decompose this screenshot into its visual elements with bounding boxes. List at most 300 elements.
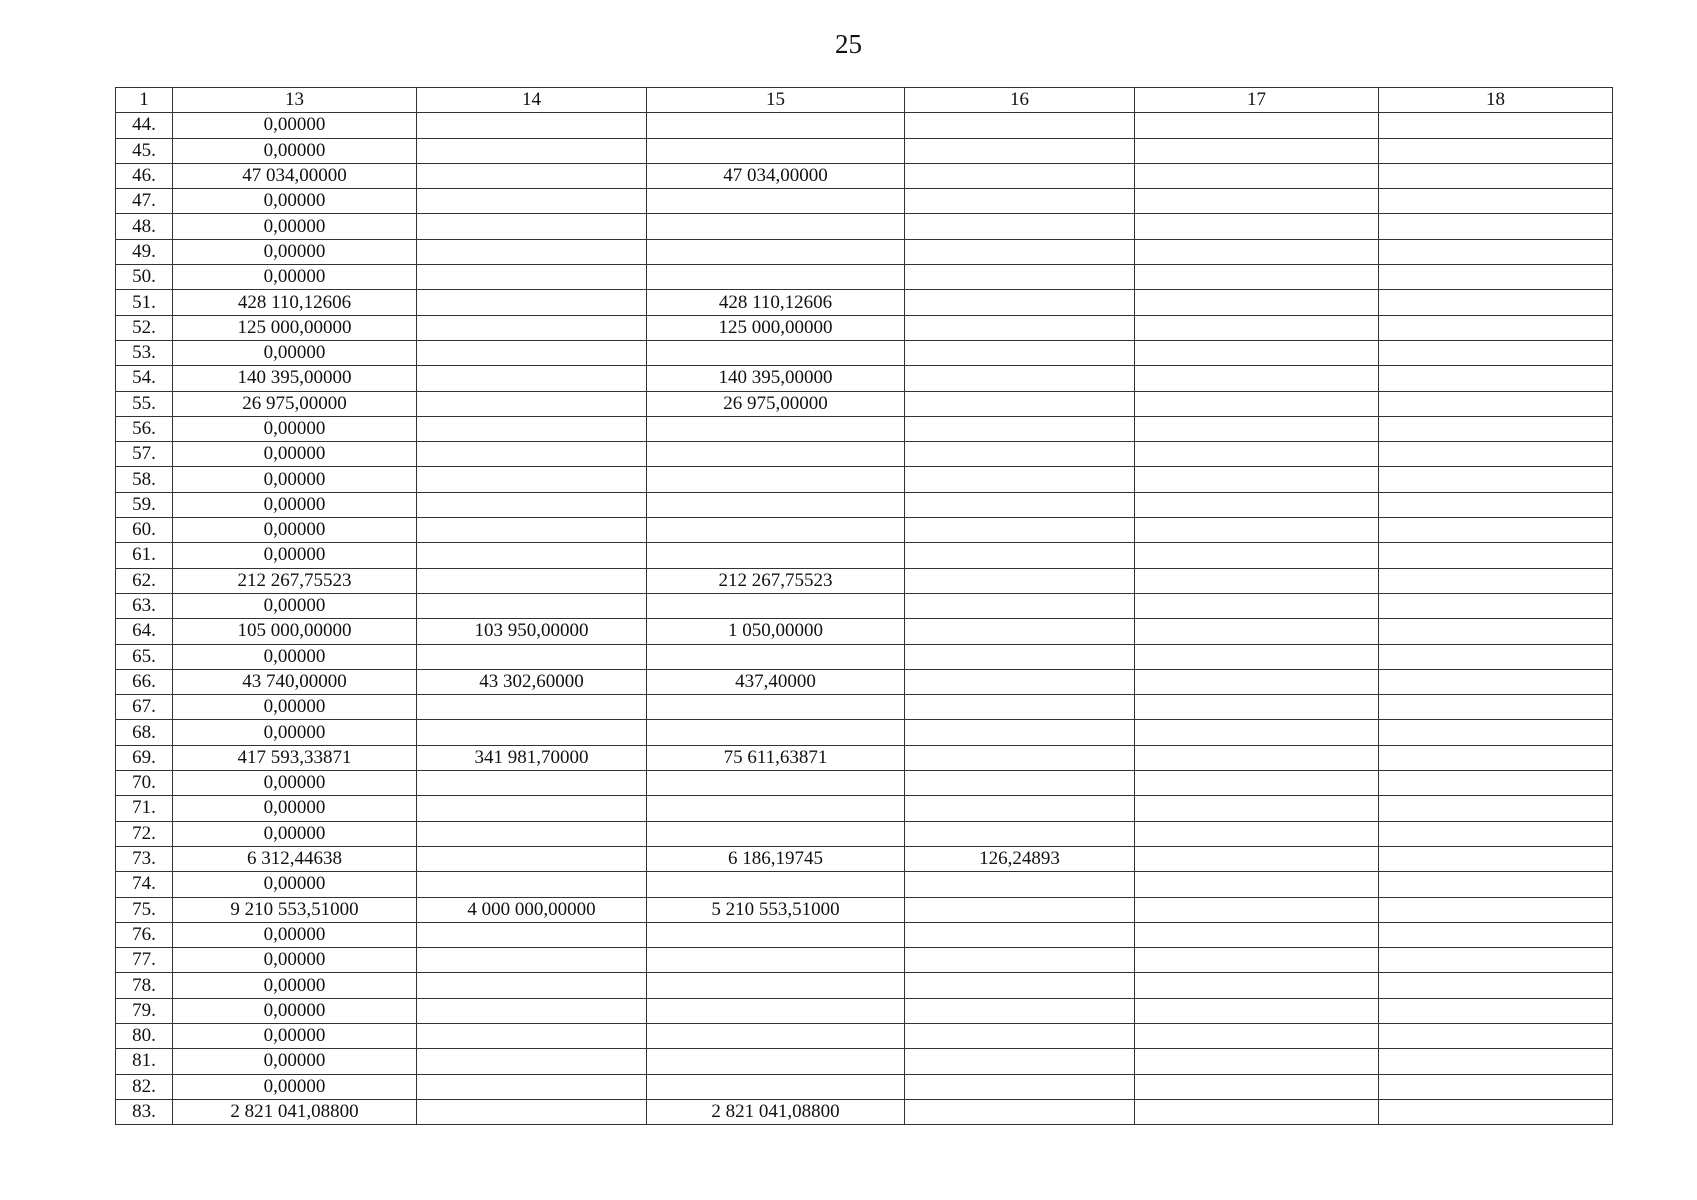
table-cell: 437,40000 <box>647 669 905 694</box>
table-cell: 0,00000 <box>173 922 417 947</box>
table-cell <box>905 214 1135 239</box>
table-cell <box>1379 543 1613 568</box>
row-number-cell: 51. <box>116 290 173 315</box>
row-number-cell: 56. <box>116 416 173 441</box>
table-cell <box>1135 265 1379 290</box>
table-cell <box>1135 998 1379 1023</box>
table-cell <box>647 796 905 821</box>
table-cell <box>1135 239 1379 264</box>
table-cell <box>1379 113 1613 138</box>
row-number-cell: 70. <box>116 771 173 796</box>
table-cell: 0,00000 <box>173 189 417 214</box>
table-row <box>116 1074 1613 1099</box>
table-row <box>116 239 1613 264</box>
table-cell <box>647 442 905 467</box>
table-row <box>116 669 1613 694</box>
table-cell <box>647 948 905 973</box>
table-row <box>116 391 1613 416</box>
table-row <box>116 771 1613 796</box>
table-cell: 6 312,44638 <box>173 846 417 871</box>
table-cell <box>905 467 1135 492</box>
table-cell: 1 050,00000 <box>647 619 905 644</box>
table-cell: 0,00000 <box>173 1049 417 1074</box>
table-cell <box>417 543 647 568</box>
table-cell <box>905 518 1135 543</box>
table-cell <box>1379 391 1613 416</box>
table-row <box>116 593 1613 618</box>
table-cell <box>1135 568 1379 593</box>
table-cell <box>417 138 647 163</box>
table-cell <box>647 998 905 1023</box>
table-cell <box>1135 1049 1379 1074</box>
table-cell <box>905 998 1135 1023</box>
table-cell: 26 975,00000 <box>647 391 905 416</box>
table-cell <box>1135 593 1379 618</box>
table-cell <box>1135 695 1379 720</box>
table-cell <box>417 1074 647 1099</box>
table-cell: 0,00000 <box>173 771 417 796</box>
table-cell <box>905 973 1135 998</box>
row-number-cell: 63. <box>116 593 173 618</box>
row-number-cell: 80. <box>116 1023 173 1048</box>
table-cell: 212 267,75523 <box>647 568 905 593</box>
table-row <box>116 897 1613 922</box>
table-cell <box>1379 846 1613 871</box>
table-cell <box>1379 239 1613 264</box>
table-cell <box>905 669 1135 694</box>
table-cell: 212 267,75523 <box>173 568 417 593</box>
table-cell <box>417 518 647 543</box>
row-number-cell: 71. <box>116 796 173 821</box>
table-cell <box>905 442 1135 467</box>
table-cell: 0,00000 <box>173 492 417 517</box>
table-cell <box>1379 821 1613 846</box>
table-cell <box>1135 543 1379 568</box>
table-cell <box>417 391 647 416</box>
table-row <box>116 113 1613 138</box>
table-cell <box>417 1049 647 1074</box>
table-row <box>116 998 1613 1023</box>
table-cell <box>417 239 647 264</box>
row-number-cell: 77. <box>116 948 173 973</box>
table-cell <box>647 492 905 517</box>
table-cell <box>1135 745 1379 770</box>
table-cell <box>1135 897 1379 922</box>
table-row <box>116 290 1613 315</box>
table-cell: 0,00000 <box>173 998 417 1023</box>
table-cell <box>905 948 1135 973</box>
table-cell <box>417 1099 647 1124</box>
table-cell <box>1379 340 1613 365</box>
table-cell <box>647 1074 905 1099</box>
table-cell: 0,00000 <box>173 973 417 998</box>
table-cell <box>905 366 1135 391</box>
table-row <box>116 518 1613 543</box>
column-header: 16 <box>905 88 1135 113</box>
table-cell <box>1379 1049 1613 1074</box>
table-cell <box>1135 846 1379 871</box>
table-cell <box>417 973 647 998</box>
table-cell <box>1379 214 1613 239</box>
table-cell <box>1379 416 1613 441</box>
table-cell <box>1379 1074 1613 1099</box>
table-cell <box>417 492 647 517</box>
table-cell <box>1379 1099 1613 1124</box>
table-cell: 0,00000 <box>173 1074 417 1099</box>
table-cell <box>905 568 1135 593</box>
table-cell <box>647 695 905 720</box>
table-cell <box>1135 163 1379 188</box>
row-number-cell: 61. <box>116 543 173 568</box>
table-cell <box>1135 189 1379 214</box>
table-cell <box>1379 771 1613 796</box>
table-cell <box>417 366 647 391</box>
table-cell <box>1135 416 1379 441</box>
table-row <box>116 1023 1613 1048</box>
table-cell <box>1135 1074 1379 1099</box>
table-row <box>116 138 1613 163</box>
table-cell <box>417 695 647 720</box>
table-row <box>116 644 1613 669</box>
row-number-cell: 57. <box>116 442 173 467</box>
table-cell <box>905 290 1135 315</box>
table-cell <box>1379 593 1613 618</box>
table-cell <box>905 593 1135 618</box>
table-cell <box>647 872 905 897</box>
table-cell <box>1135 1023 1379 1048</box>
table-row <box>116 922 1613 947</box>
table-cell <box>647 518 905 543</box>
table-row <box>116 416 1613 441</box>
row-number-cell: 81. <box>116 1049 173 1074</box>
table-cell: 4 000 000,00000 <box>417 897 647 922</box>
table-cell <box>1135 391 1379 416</box>
table-cell <box>1135 113 1379 138</box>
table-cell <box>417 315 647 340</box>
table-cell <box>1379 315 1613 340</box>
row-number-cell: 66. <box>116 669 173 694</box>
table-cell: 6 186,19745 <box>647 846 905 871</box>
row-number-cell: 49. <box>116 239 173 264</box>
table-cell: 0,00000 <box>173 796 417 821</box>
table-cell <box>417 644 647 669</box>
table-cell <box>1379 442 1613 467</box>
table-cell: 0,00000 <box>173 239 417 264</box>
table-cell <box>417 113 647 138</box>
row-number-cell: 68. <box>116 720 173 745</box>
table-cell <box>647 543 905 568</box>
table-cell: 0,00000 <box>173 821 417 846</box>
table-cell: 0,00000 <box>173 340 417 365</box>
table-cell: 43 302,60000 <box>417 669 647 694</box>
table-cell: 0,00000 <box>173 1023 417 1048</box>
table-cell <box>1135 644 1379 669</box>
table-cell <box>647 189 905 214</box>
table-cell <box>905 315 1135 340</box>
table-cell: 0,00000 <box>173 214 417 239</box>
table-cell <box>1135 518 1379 543</box>
table-cell <box>647 821 905 846</box>
table-cell: 140 395,00000 <box>647 366 905 391</box>
row-number-cell: 47. <box>116 189 173 214</box>
table-cell <box>1135 720 1379 745</box>
table-cell: 140 395,00000 <box>173 366 417 391</box>
table-cell <box>647 467 905 492</box>
column-header: 13 <box>173 88 417 113</box>
table-cell <box>1135 796 1379 821</box>
row-number-cell: 82. <box>116 1074 173 1099</box>
table-cell <box>1379 568 1613 593</box>
table-cell: 2 821 041,08800 <box>647 1099 905 1124</box>
table-cell <box>647 720 905 745</box>
table-cell <box>1135 619 1379 644</box>
table-cell <box>647 265 905 290</box>
table-cell <box>1379 998 1613 1023</box>
table-cell <box>1135 922 1379 947</box>
table-cell: 43 740,00000 <box>173 669 417 694</box>
table-cell: 9 210 553,51000 <box>173 897 417 922</box>
table-cell: 0,00000 <box>173 113 417 138</box>
table-cell <box>1135 821 1379 846</box>
table-cell <box>905 821 1135 846</box>
table-cell <box>905 1074 1135 1099</box>
row-number-cell: 75. <box>116 897 173 922</box>
table-cell: 0,00000 <box>173 467 417 492</box>
table-cell <box>1135 771 1379 796</box>
table-row <box>116 619 1613 644</box>
table-cell <box>417 872 647 897</box>
table-cell <box>1379 669 1613 694</box>
table-cell: 5 210 553,51000 <box>647 897 905 922</box>
table-cell <box>417 998 647 1023</box>
row-number-cell: 55. <box>116 391 173 416</box>
table-cell <box>905 391 1135 416</box>
row-number-cell: 65. <box>116 644 173 669</box>
table-cell: 26 975,00000 <box>173 391 417 416</box>
table-cell: 428 110,12606 <box>173 290 417 315</box>
table-cell <box>417 922 647 947</box>
table-row <box>116 1099 1613 1124</box>
table-cell <box>905 922 1135 947</box>
table-cell <box>417 796 647 821</box>
table-row <box>116 948 1613 973</box>
table-cell <box>647 113 905 138</box>
row-number-cell: 46. <box>116 163 173 188</box>
table-cell <box>417 290 647 315</box>
table-row <box>116 315 1613 340</box>
table-cell <box>1379 619 1613 644</box>
table-cell <box>647 416 905 441</box>
table-row <box>116 695 1613 720</box>
table-cell <box>647 593 905 618</box>
table-cell <box>1135 138 1379 163</box>
table-cell <box>905 138 1135 163</box>
table-cell: 126,24893 <box>905 846 1135 871</box>
row-number-cell: 50. <box>116 265 173 290</box>
row-number-cell: 79. <box>116 998 173 1023</box>
column-header: 15 <box>647 88 905 113</box>
table-cell <box>647 1049 905 1074</box>
table-row <box>116 821 1613 846</box>
table-row <box>116 340 1613 365</box>
table-cell <box>417 568 647 593</box>
table-cell <box>647 138 905 163</box>
table-row <box>116 163 1613 188</box>
table-row <box>116 189 1613 214</box>
table-cell <box>1379 189 1613 214</box>
table-cell <box>417 265 647 290</box>
table-cell <box>1379 644 1613 669</box>
table-cell <box>905 189 1135 214</box>
row-number-cell: 64. <box>116 619 173 644</box>
table-cell: 0,00000 <box>173 138 417 163</box>
row-number-cell: 52. <box>116 315 173 340</box>
table-cell <box>1379 1023 1613 1048</box>
table-cell <box>905 619 1135 644</box>
table-cell <box>1135 315 1379 340</box>
table-cell <box>1135 872 1379 897</box>
table-cell: 0,00000 <box>173 720 417 745</box>
table-row <box>116 872 1613 897</box>
table-cell <box>1135 442 1379 467</box>
table-cell: 2 821 041,08800 <box>173 1099 417 1124</box>
row-number-cell: 54. <box>116 366 173 391</box>
table-cell <box>905 163 1135 188</box>
table-cell <box>1379 720 1613 745</box>
table-cell <box>1379 796 1613 821</box>
table-cell: 0,00000 <box>173 518 417 543</box>
table-cell <box>417 1023 647 1048</box>
table-body <box>116 88 1613 1125</box>
table-cell: 0,00000 <box>173 644 417 669</box>
row-number-cell: 78. <box>116 973 173 998</box>
table-cell <box>1135 973 1379 998</box>
column-header: 1 <box>116 88 173 113</box>
row-number-cell: 48. <box>116 214 173 239</box>
table-cell: 125 000,00000 <box>647 315 905 340</box>
table-cell <box>905 771 1135 796</box>
table-cell <box>1135 366 1379 391</box>
row-number-cell: 76. <box>116 922 173 947</box>
table-row <box>116 846 1613 871</box>
table-cell <box>1379 467 1613 492</box>
table-cell <box>905 1049 1135 1074</box>
table-cell: 125 000,00000 <box>173 315 417 340</box>
row-number-cell: 45. <box>116 138 173 163</box>
table-cell <box>1379 265 1613 290</box>
table-cell: 428 110,12606 <box>647 290 905 315</box>
row-number-cell: 53. <box>116 340 173 365</box>
table-row <box>116 796 1613 821</box>
table-cell <box>905 796 1135 821</box>
data-table <box>115 87 1613 1125</box>
table-cell <box>417 189 647 214</box>
table-cell <box>417 821 647 846</box>
table-cell <box>905 416 1135 441</box>
table-row <box>116 1049 1613 1074</box>
table-cell <box>905 1023 1135 1048</box>
table-cell <box>1379 973 1613 998</box>
table-cell: 0,00000 <box>173 593 417 618</box>
table-cell <box>647 644 905 669</box>
table-cell: 0,00000 <box>173 265 417 290</box>
table-cell: 417 593,33871 <box>173 745 417 770</box>
table-cell <box>417 846 647 871</box>
column-header: 17 <box>1135 88 1379 113</box>
row-number-cell: 67. <box>116 695 173 720</box>
table-cell <box>905 720 1135 745</box>
table-cell <box>417 340 647 365</box>
table-cell: 0,00000 <box>173 948 417 973</box>
table-cell: 0,00000 <box>173 416 417 441</box>
table-cell <box>647 922 905 947</box>
table-cell <box>905 745 1135 770</box>
table-row <box>116 568 1613 593</box>
table-row <box>116 467 1613 492</box>
table-cell <box>417 442 647 467</box>
table-cell: 0,00000 <box>173 872 417 897</box>
table-row <box>116 214 1613 239</box>
table-cell <box>1135 669 1379 694</box>
row-number-cell: 73. <box>116 846 173 871</box>
table-cell: 105 000,00000 <box>173 619 417 644</box>
row-number-cell: 74. <box>116 872 173 897</box>
table-cell <box>647 973 905 998</box>
table-cell <box>1135 340 1379 365</box>
table-cell <box>905 695 1135 720</box>
table-cell <box>1379 138 1613 163</box>
table-row <box>116 720 1613 745</box>
table-row <box>116 745 1613 770</box>
table-cell <box>1379 163 1613 188</box>
table-cell <box>417 720 647 745</box>
table-cell <box>905 239 1135 264</box>
column-header: 18 <box>1379 88 1613 113</box>
table-cell <box>1379 745 1613 770</box>
table-cell <box>1379 695 1613 720</box>
table-cell <box>647 771 905 796</box>
table-row <box>116 543 1613 568</box>
table-cell: 0,00000 <box>173 543 417 568</box>
table-cell <box>417 214 647 239</box>
table-cell <box>905 113 1135 138</box>
row-number-cell: 58. <box>116 467 173 492</box>
table-row <box>116 366 1613 391</box>
table-cell: 47 034,00000 <box>647 163 905 188</box>
table-cell <box>1135 1099 1379 1124</box>
row-number-cell: 72. <box>116 821 173 846</box>
table-cell <box>1379 948 1613 973</box>
table-cell <box>905 492 1135 517</box>
row-number-cell: 69. <box>116 745 173 770</box>
table-cell <box>417 771 647 796</box>
table-cell <box>417 467 647 492</box>
table-cell <box>1379 366 1613 391</box>
row-number-cell: 44. <box>116 113 173 138</box>
table-cell <box>1135 467 1379 492</box>
table-cell <box>417 416 647 441</box>
table-cell <box>1379 872 1613 897</box>
table-row <box>116 265 1613 290</box>
table-cell <box>1135 214 1379 239</box>
row-number-cell: 60. <box>116 518 173 543</box>
table-cell <box>905 644 1135 669</box>
table-cell <box>905 265 1135 290</box>
row-number-cell: 59. <box>116 492 173 517</box>
table-cell <box>905 340 1135 365</box>
table-cell <box>1135 948 1379 973</box>
table-cell <box>905 897 1135 922</box>
